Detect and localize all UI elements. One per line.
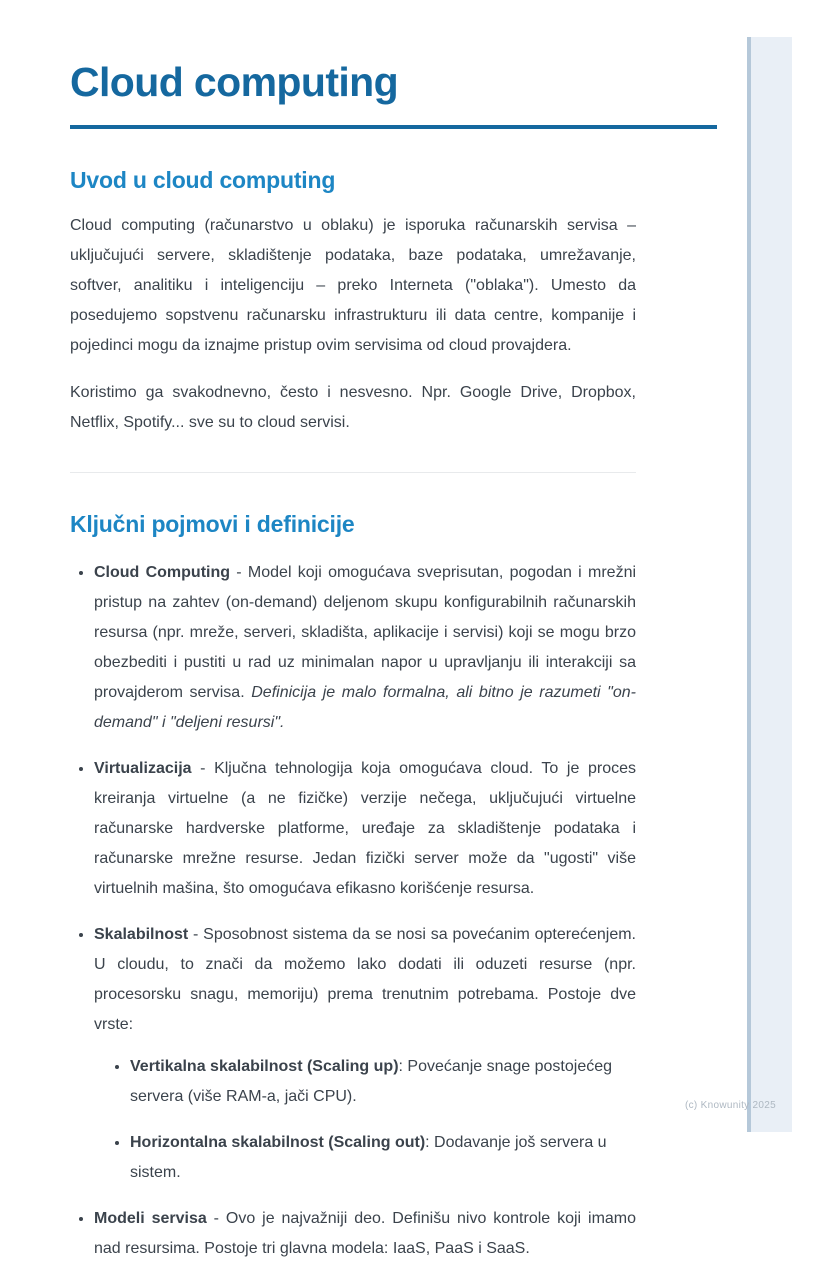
term-label: Skalabilnost (94, 926, 189, 944)
page-edge-bar (747, 37, 792, 1132)
list-item-cloud-computing (94, 558, 636, 738)
document-content (70, 60, 717, 1280)
list-item-virtualizacija (94, 754, 636, 904)
paragraph: Cloud computing (računarstvo u oblaku) je isporuka računarskih servisa – uključujući servere, skladištenje podataka, baze podataka, umrežavanje, softver, analitiku i inteligenciju – preko Interneta ("oblaka"). Umesto da posedujemo sopstvenu računarsku infrastrukturu ili data centre, kompanije i pojedinci mogu da iznajme pristup ovim servisima od cloud provajdera. (70, 217, 636, 355)
bullet-text: Sposobnost sistema da se nosi sa povećanim opterećenjem. U cloudu, to znači da možemo lako dodati ili oduzeti resurse (npr. procesorsku snagu, memoriju) prema trenutnim potrebama. Postoje dve vrste: (94, 926, 636, 1034)
bullet-italic-note: Definicija je malo formalna, ali bitno je razumeti "on-demand" i "deljeni resursi". (94, 684, 636, 732)
scalability-sublist (94, 1052, 636, 1188)
bullet-text: Ključna tehnologija koja omogućava cloud. To je proces kreiranja virtuelne (a ne fizičke) verzije nečega, uključujući virtuelne računarske hardverske platforme, uređaje za skladištenje podataka i računarske mrežne resurse. Jedan fizički server može da "ugosti" više virtuelnih mašina, što omogućava efikasno korišćenje resursa. (94, 760, 636, 898)
term-separator: - (191, 760, 215, 778)
section-key-terms (70, 511, 717, 1264)
term-separator: - (230, 564, 248, 582)
bullet-text: Ovo je najvažniji deo. Definišu nivo kontrole koji imamo nad resursima. Postoje tri glavna modela: IaaS, PaaS i SaaS. (94, 1210, 637, 1258)
page-title: Cloud computing (70, 59, 399, 105)
watermark: (c) Knowunity 2025 (685, 1100, 777, 1111)
definitions-list (70, 558, 717, 1264)
term-separator: - (206, 1210, 226, 1228)
list-item-vertikalna-skalabilnost (130, 1052, 636, 1112)
bullet-text: Povećanje snage postojećeg servera (više RAM-a, jači CPU). (130, 1058, 613, 1106)
bullet-text: Dodavanje još servera u sistem. (130, 1134, 607, 1182)
term-separator: : (425, 1134, 435, 1152)
term-label: Vertikalna skalabilnost (Scaling up) (130, 1058, 399, 1076)
term-label: Horizontalna skalabilnost (Scaling out) (130, 1134, 426, 1152)
list-item-modeli-servisa (94, 1204, 636, 1264)
bullet-text: Model koji omogućava sveprisutan, pogodan i mrežni pristup na zahtev (on-demand) deljenom skupu konfigurabilnih računarskih resursa (npr. mreže, serveri, skladišta, aplikacije i servisi) koji se mogu brzo obezbediti i pustiti u rad uz minimalan napor u upravljanju ili interakciji sa provajderom servisa. (94, 564, 637, 702)
term-label: Virtualizacija (94, 760, 192, 778)
term-separator: - (188, 926, 204, 944)
list-item-horizontalna-skalabilnost (130, 1128, 636, 1188)
list-item-skalabilnost (94, 920, 636, 1188)
term-label: Cloud Computing (94, 564, 231, 582)
term-separator: : (398, 1058, 408, 1076)
section-intro (70, 167, 717, 438)
paragraph: Koristimo ga svakodnevno, često i nesvesno. Npr. Google Drive, Dropbox, Netflix, Spotify... sve su to cloud servisi. (70, 384, 636, 432)
section-heading-key-terms: Ključni pojmovi i definicije (70, 511, 355, 538)
section-divider (70, 472, 636, 473)
section-heading-intro: Uvod u cloud computing (70, 167, 336, 194)
term-label: Modeli servisa (94, 1210, 207, 1228)
title-divider (70, 125, 717, 129)
